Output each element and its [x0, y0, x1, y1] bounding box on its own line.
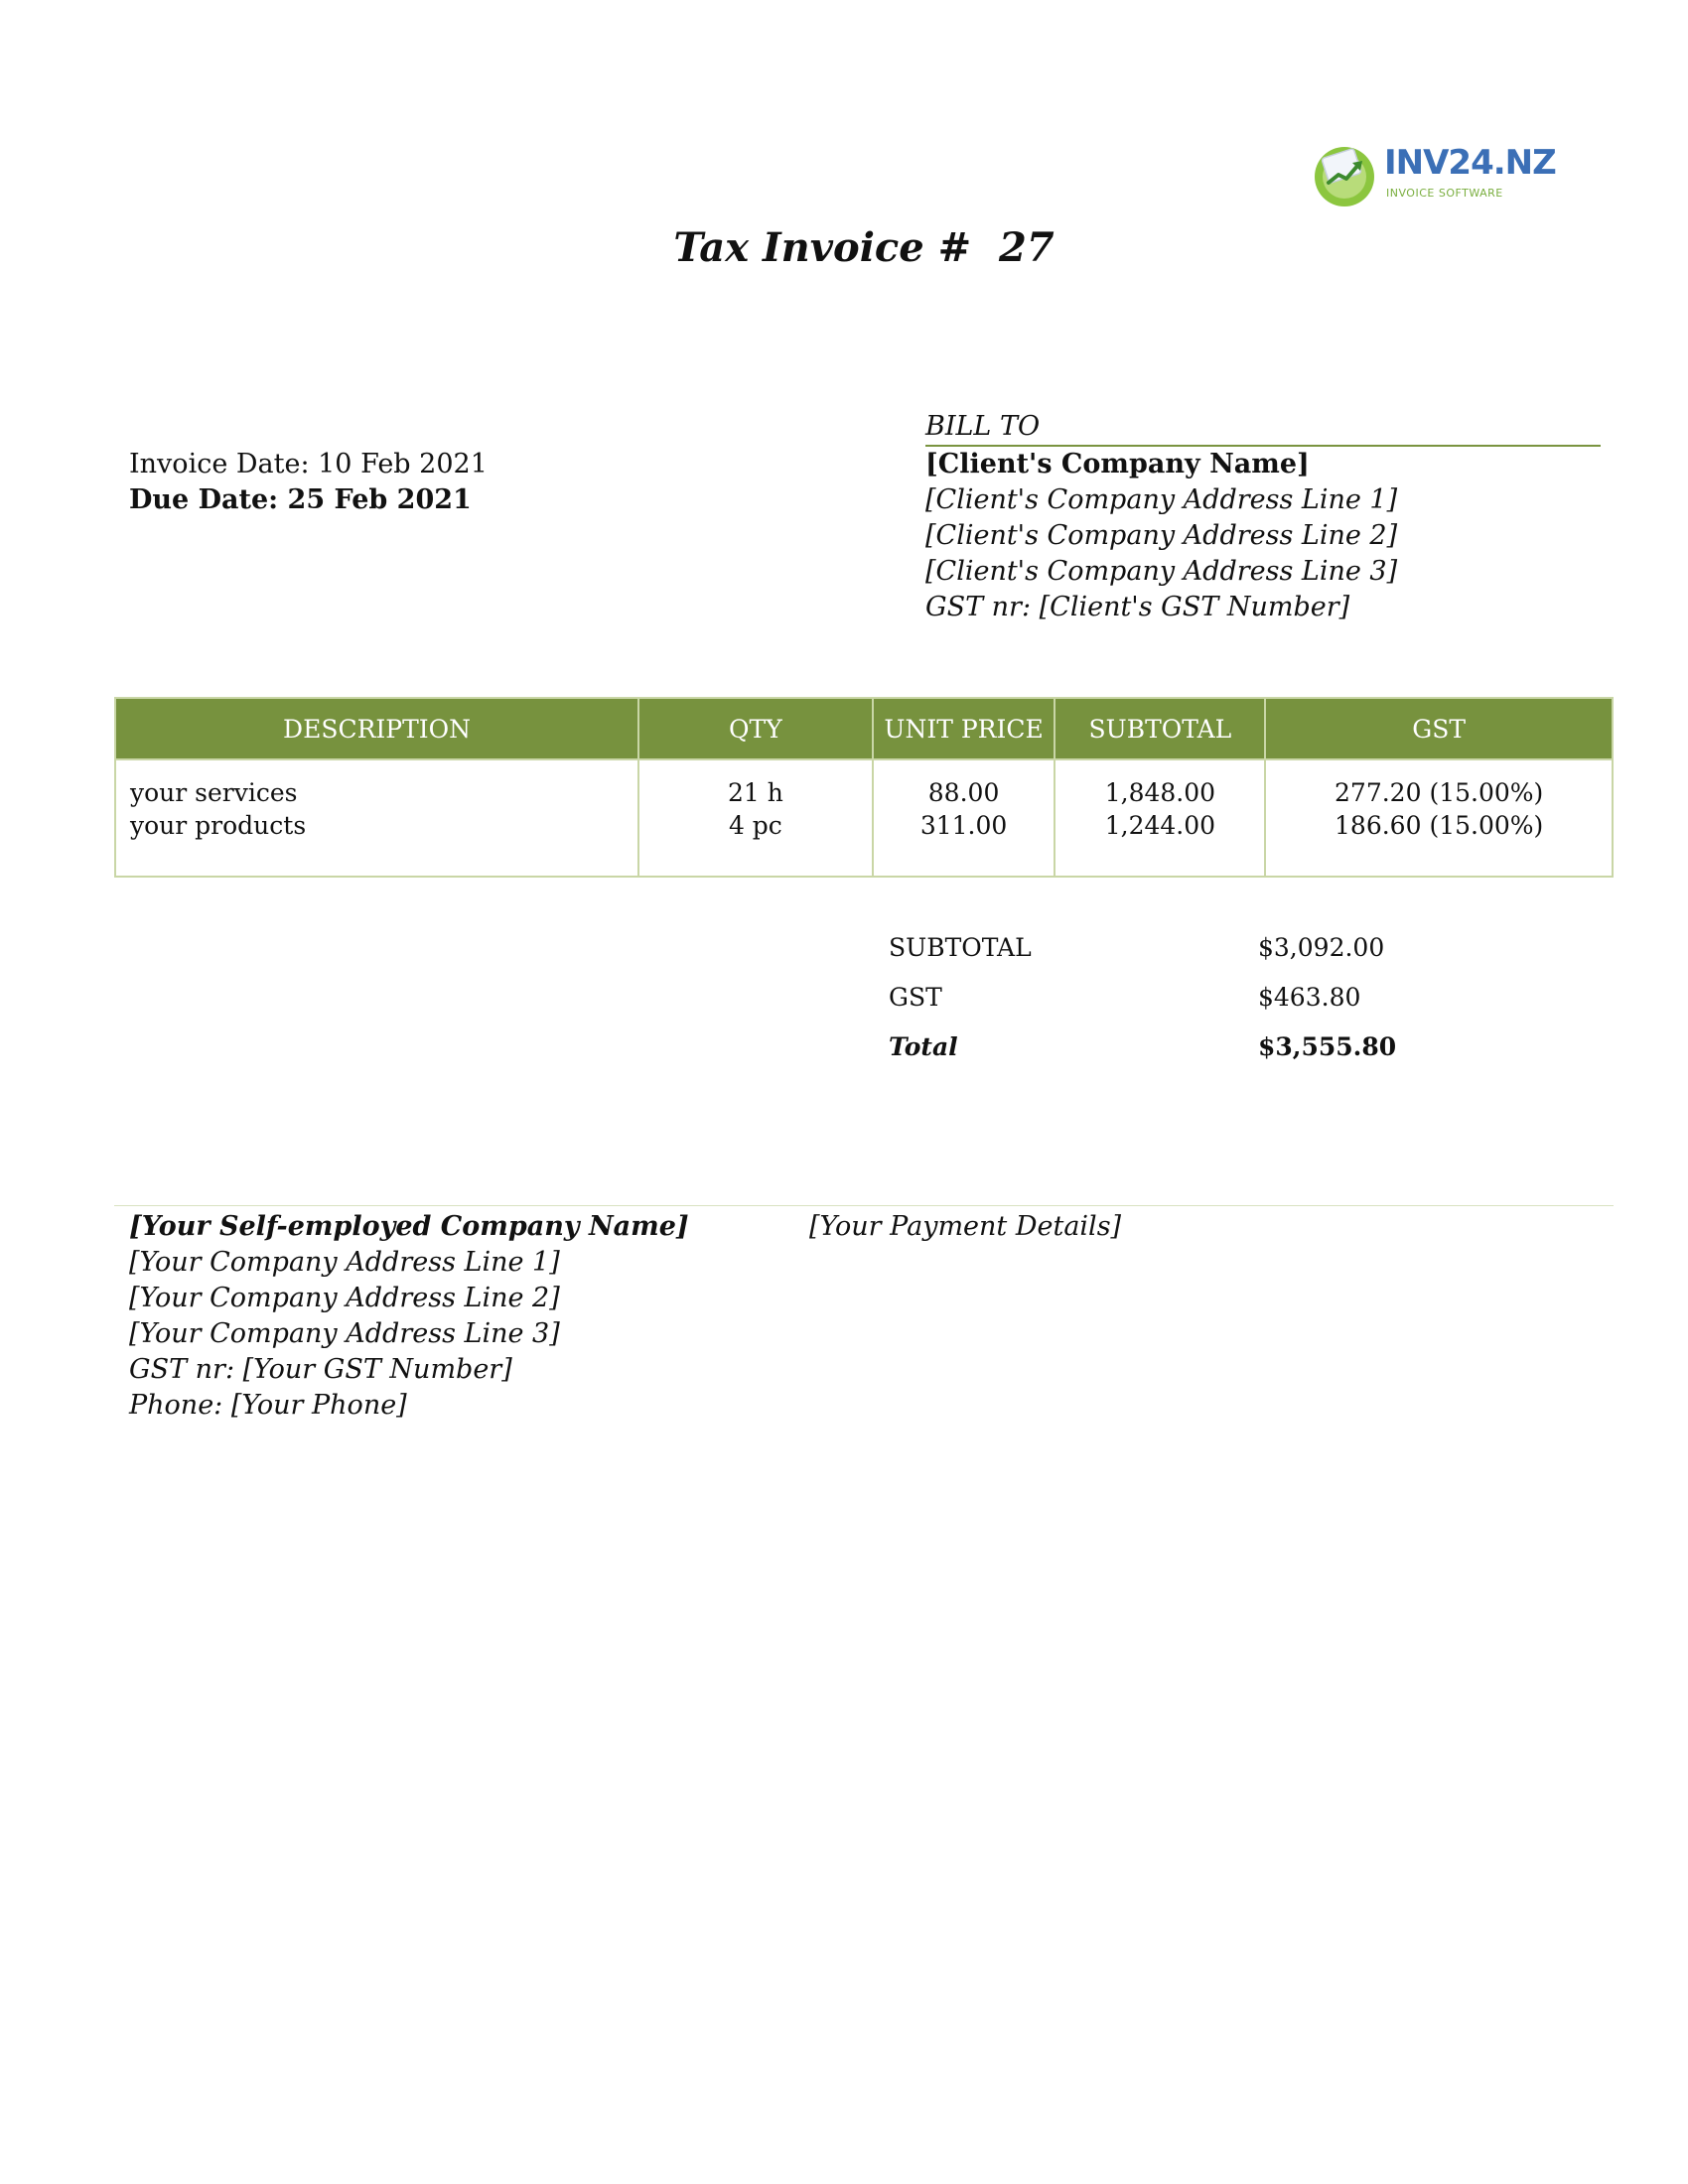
- total-value: $3,555.80: [1258, 1032, 1397, 1061]
- total-row: [889, 1026, 1484, 1076]
- description-cell: [115, 759, 638, 877]
- subtotal-row: [889, 927, 1484, 977]
- total-label: Total: [889, 1032, 958, 1061]
- seller-gst-number: GST nr: [Your GST Number]: [129, 1354, 512, 1385]
- totals-block: [889, 927, 1484, 1076]
- bill-to-label: BILL TO: [925, 409, 1601, 447]
- gst-value: $463.80: [1258, 983, 1361, 1012]
- subtotal-value: $3,092.00: [1258, 933, 1385, 962]
- invoice-dates: [129, 447, 488, 518]
- invoice-title: Tax Invoice # 27: [673, 224, 1055, 271]
- gst-row: [889, 977, 1484, 1026]
- client-address-line-3: [Client's Company Address Line 3]: [925, 556, 1398, 587]
- due-date: Due Date: 25 Feb 2021: [129, 484, 472, 515]
- subtotal-label: SUBTOTAL: [889, 933, 1032, 962]
- column-header-description: DESCRIPTION: [115, 698, 638, 759]
- seller-address-line-2: [Your Company Address Line 2]: [129, 1283, 560, 1313]
- subtotal-cell: [1055, 759, 1265, 877]
- seller-address-line-1: [Your Company Address Line 1]: [129, 1247, 560, 1278]
- item-qty: 21 h: [727, 778, 783, 807]
- qty-cell: [638, 759, 873, 877]
- item-subtotal: 1,848.00: [1104, 778, 1216, 807]
- client-address-line-1: [Client's Company Address Line 1]: [925, 484, 1398, 515]
- line-items-table: [114, 697, 1614, 878]
- seller-address-line-3: [Your Company Address Line 3]: [129, 1318, 560, 1349]
- gst-cell: [1265, 759, 1613, 877]
- item-unit-price: 311.00: [919, 811, 1008, 840]
- invoice-date: Invoice Date: 10 Feb 2021: [129, 449, 488, 479]
- company-logo: [1309, 139, 1556, 210]
- footer-divider: [114, 1205, 1614, 1206]
- logo-tagline: INVOICE SOFTWARE: [1386, 187, 1503, 200]
- logo-wordmark: INV24.NZ: [1384, 143, 1556, 183]
- column-header-gst: GST: [1265, 698, 1613, 759]
- item-gst: 277.20 (15.00%): [1335, 778, 1544, 807]
- seller-phone: Phone: [Your Phone]: [129, 1390, 407, 1421]
- client-address-line-2: [Client's Company Address Line 2]: [925, 520, 1398, 551]
- unit-price-cell: [873, 759, 1055, 877]
- table-row: [115, 759, 1613, 877]
- item-description: your services: [130, 778, 298, 807]
- logo-mark-icon: [1309, 139, 1380, 210]
- client-company-name: [Client's Company Name]: [925, 449, 1310, 479]
- item-unit-price: 88.00: [927, 778, 1000, 807]
- column-header-unit-price: UNIT PRICE: [873, 698, 1055, 759]
- bill-to-block: [925, 409, 1601, 625]
- table-header-row: [115, 698, 1613, 759]
- column-header-qty: QTY: [638, 698, 873, 759]
- seller-company-name: [Your Self-employed Company Name]: [129, 1211, 689, 1242]
- gst-label: GST: [889, 983, 942, 1012]
- payment-details: [Your Payment Details]: [809, 1211, 1122, 1242]
- client-gst-number: GST nr: [Client's GST Number]: [925, 592, 1350, 622]
- column-header-subtotal: SUBTOTAL: [1055, 698, 1265, 759]
- item-qty: 4 pc: [728, 811, 782, 840]
- seller-block: [129, 1209, 689, 1424]
- item-gst: 186.60 (15.00%): [1335, 811, 1544, 840]
- item-description: your products: [130, 811, 307, 840]
- item-subtotal: 1,244.00: [1104, 811, 1216, 840]
